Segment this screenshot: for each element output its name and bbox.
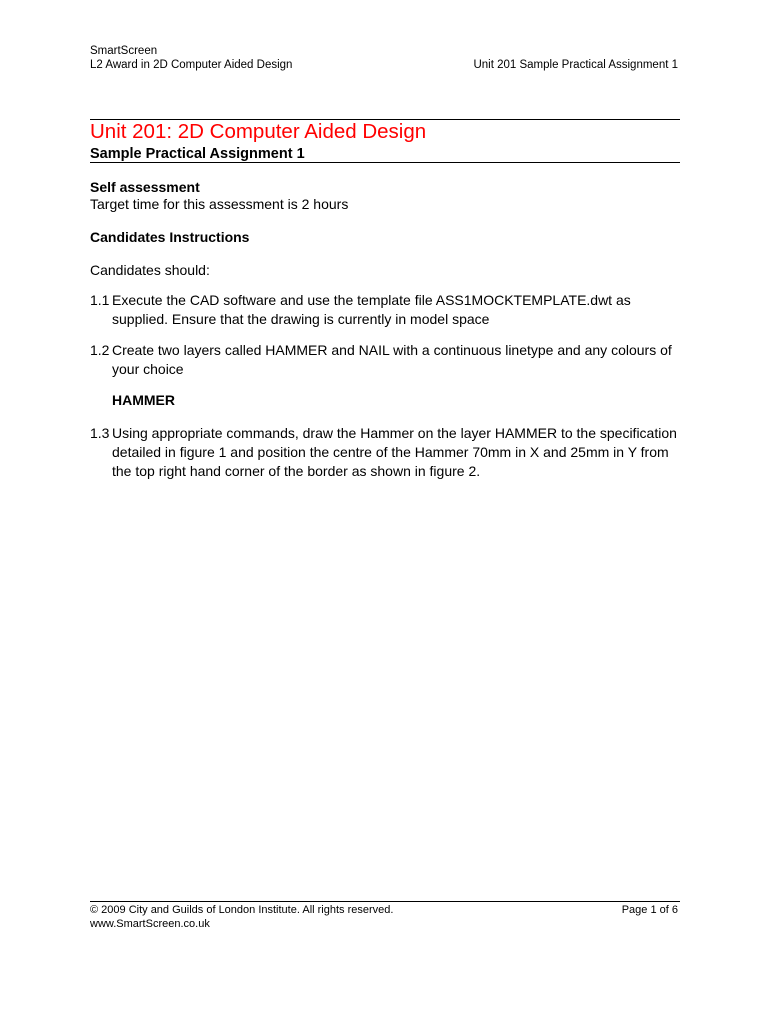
section-heading-hammer: HAMMER xyxy=(112,392,175,408)
self-assessment-heading: Self assessment xyxy=(90,179,200,195)
self-assessment-text: Target time for this assessment is 2 hours xyxy=(90,196,349,212)
footer-copyright: © 2009 City and Guilds of London Institute. All rights reserved. xyxy=(90,904,394,916)
instruction-text: Execute the CAD software and use the template file ASS1MOCKTEMPLATE.dwt as supplied. Ensure that the drawing is currently in model space xyxy=(112,292,631,327)
footer-rule xyxy=(90,901,680,902)
instructions-intro: Candidates should: xyxy=(90,262,210,278)
instructions-heading: Candidates Instructions xyxy=(90,229,250,245)
header-award: L2 Award in 2D Computer Aided Design xyxy=(90,59,293,71)
header-assignment-ref: Unit 201 Sample Practical Assignment 1 xyxy=(473,59,678,71)
instruction-text: Using appropriate commands, draw the Hammer on the layer HAMMER to the specification detailed in figure 1 and position the centre of the Hammer 70mm in X and 25mm in Y from the top right hand corner of the border as shown in figure 2. xyxy=(112,425,677,479)
instruction-item xyxy=(90,291,690,329)
instruction-number: 1.1 xyxy=(90,292,110,308)
subtitle-rule xyxy=(90,162,680,163)
instruction-number: 1.2 xyxy=(90,342,110,358)
page-subtitle: Sample Practical Assignment 1 xyxy=(90,146,305,162)
page-header-left xyxy=(90,44,292,72)
page-title: Unit 201: 2D Computer Aided Design xyxy=(90,120,427,143)
instruction-text: Create two layers called HAMMER and NAIL with a continuous linetype and any colours of your choice xyxy=(112,342,672,377)
instruction-number: 1.3 xyxy=(90,425,110,441)
header-org: SmartScreen xyxy=(90,45,158,57)
footer-website: www.SmartScreen.co.uk xyxy=(90,918,210,930)
instruction-item xyxy=(90,424,690,481)
page-footer-left xyxy=(90,903,393,931)
instruction-item xyxy=(90,341,690,379)
footer-page-number: Page 1 of 6 xyxy=(621,904,678,916)
